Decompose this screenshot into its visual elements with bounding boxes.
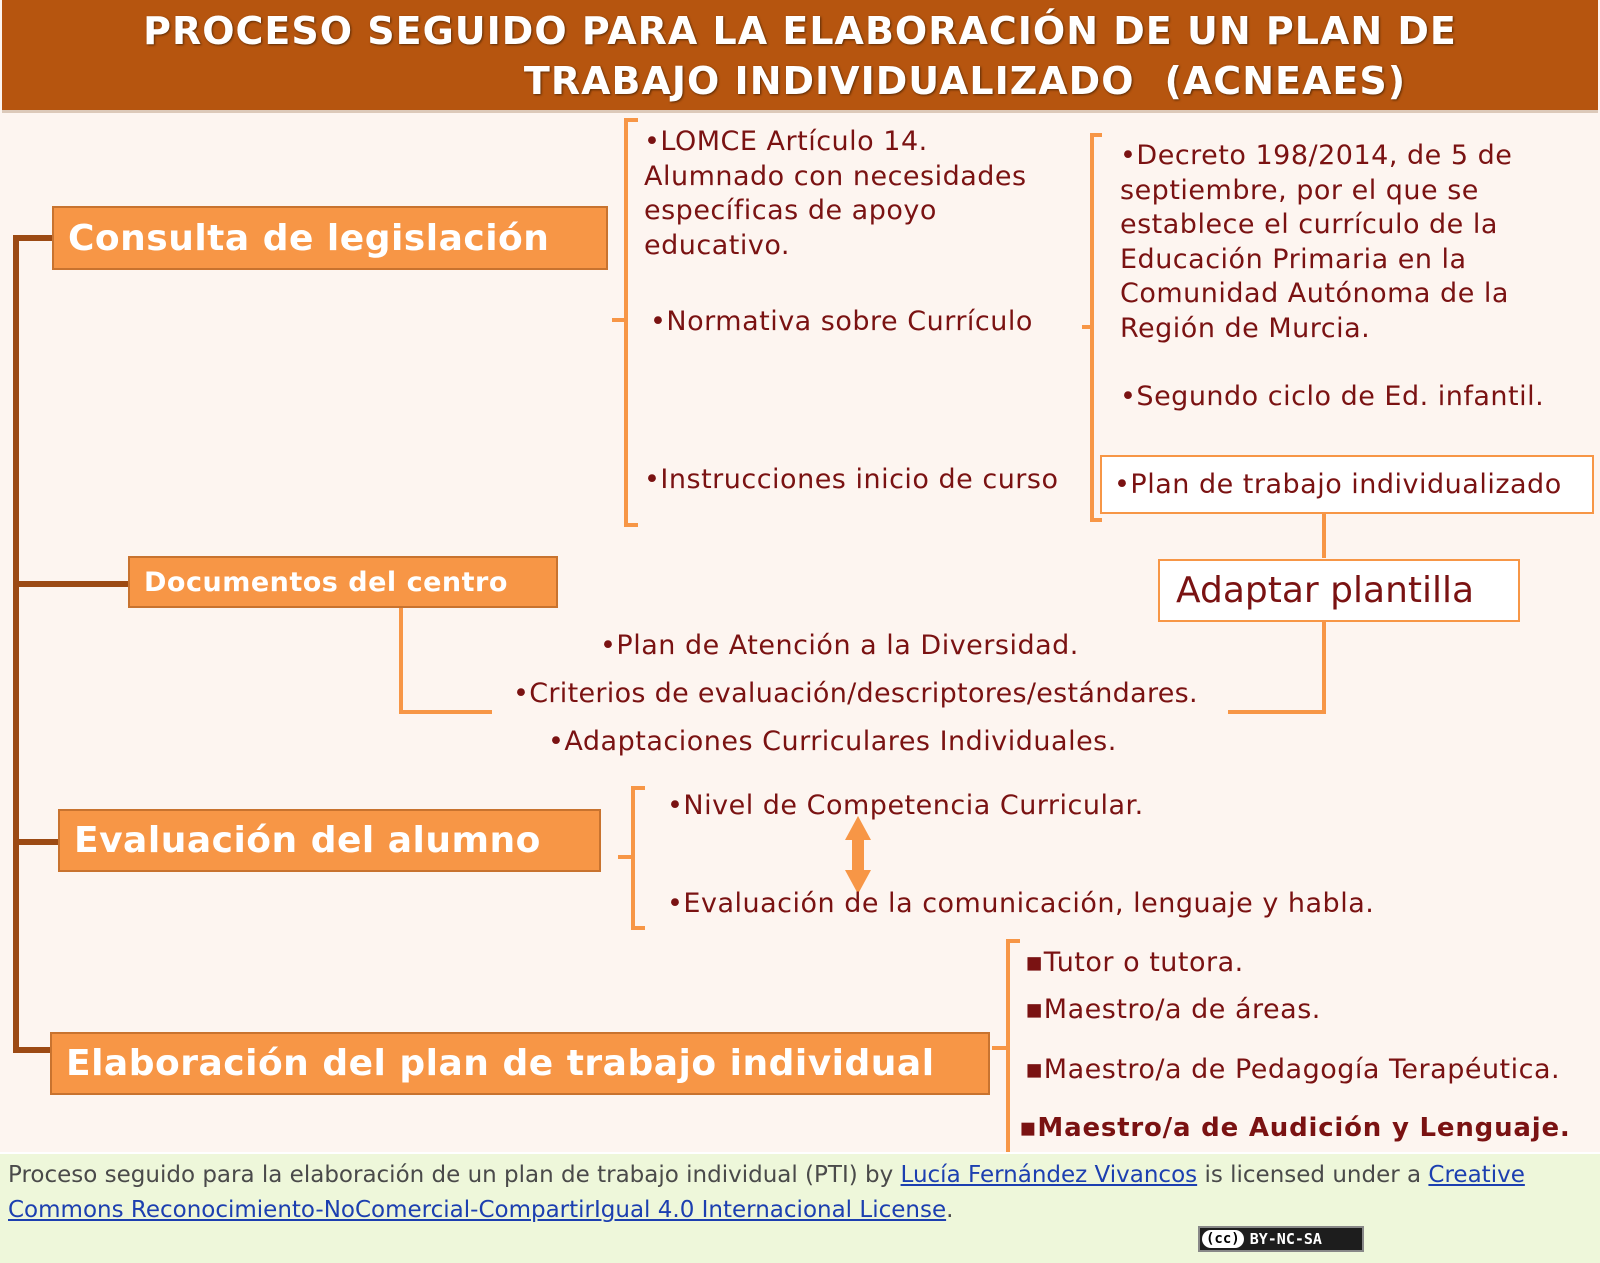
evaluacion-alumno-label: Evaluación del alumno — [74, 820, 541, 861]
cc-badge-text: BY-NC-SA — [1249, 1230, 1322, 1248]
decreto-line-3: establece el currículo de la — [1120, 209, 1498, 240]
elaboracion-item-pt: ▪Maestro/a de Pedagogía Terapéutica. — [1025, 1054, 1561, 1085]
decreto-line-2: septiembre, por el que se — [1120, 174, 1479, 206]
author-link[interactable]: Lucía Fernández Vivancos — [900, 1162, 1198, 1188]
documentos-centro-label: Documentos del centro — [144, 566, 508, 598]
evaluacion-item-comunicacion: •Evaluación de la comunicación, lenguaje y habla. — [667, 888, 1375, 919]
box-plan-trabajo — [1100, 455, 1594, 514]
cc-license-badge[interactable] — [1198, 1226, 1364, 1252]
lomce-line-4: educativo. — [644, 229, 790, 261]
legislacion-item-instrucciones: •Instrucciones inicio de curso — [644, 464, 1059, 495]
bracket-evaluacion — [618, 788, 645, 928]
bracket-elaboracion — [992, 941, 1020, 1155]
consulta-legislacion-label: Consulta de legislación — [68, 217, 550, 259]
cc-icon: (cc) — [1202, 1230, 1244, 1248]
legislacion-item-normativa: •Normativa sobre Currículo — [650, 306, 1033, 337]
elaboracion-item-tutor: ▪Tutor o tutora. — [1025, 947, 1244, 978]
decreto-line-1: •Decreto 198/2014, de 5 de — [1120, 140, 1513, 171]
decreto-line-4: Educación Primaria en la — [1120, 243, 1467, 275]
elaboracion-item-al: ▪Maestro/a de Audición y Lenguaje. — [1019, 1113, 1571, 1143]
adaptar-plantilla-label: Adaptar plantilla — [1176, 570, 1475, 611]
title-line-1: PROCESO SEGUIDO PARA LA ELABORACIÓN DE UN PLAN DE — [143, 9, 1457, 53]
box-evaluacion-alumno — [58, 809, 601, 872]
documentos-item-plan: •Plan de Atención a la Diversidad. — [600, 630, 1079, 661]
box-elaboracion-plan — [50, 1032, 990, 1095]
curriculo-decreto — [1120, 139, 1512, 346]
license-suffix: . — [946, 1197, 954, 1223]
legislacion-item-lomce — [644, 125, 1027, 263]
main-trunk — [16, 238, 52, 1050]
plan-trabajo-label: •Plan de trabajo individualizado — [1114, 469, 1562, 500]
documentos-item-criterios: •Criterios de evaluación/descriptores/estándares. — [513, 678, 1198, 709]
line-adaptar-criterios — [1228, 620, 1324, 712]
lomce-line-1: •LOMCE Artículo 14. — [644, 126, 928, 157]
bracket-curriculo — [1082, 135, 1102, 520]
box-documentos-centro — [128, 556, 558, 608]
decreto-line-5: Comunidad Autónoma de la — [1120, 278, 1509, 309]
box-adaptar-plantilla — [1158, 559, 1520, 622]
lomce-line-2: Alumnado con necesidades — [644, 160, 1027, 192]
box-consulta-legislacion — [52, 206, 608, 270]
double-arrow-icon — [845, 816, 871, 894]
elaboracion-plan-label: Elaboración del plan de trabajo individual — [66, 1043, 935, 1084]
decreto-line-6: Región de Murcia. — [1120, 312, 1371, 344]
lomce-line-3: específicas de apoyo — [644, 195, 937, 226]
title-line-2-suffix: (ACNEAES) — [1164, 59, 1407, 103]
documentos-item-adaptaciones: •Adaptaciones Curriculares Individuales. — [548, 726, 1117, 757]
curriculo-infantil: •Segundo ciclo de Ed. infantil. — [1120, 381, 1545, 412]
license-link[interactable]: Creative Commons Reconocimiento-NoComercial-CompartirIgual 4.0 Internacional License — [8, 1162, 1525, 1223]
line-documentos-criterios — [401, 606, 492, 712]
title-line-2-text: TRABAJO INDIVIDUALIZADO — [523, 59, 1135, 103]
bracket-legislacion — [612, 120, 638, 525]
license-middle: is licensed under a — [1197, 1162, 1429, 1188]
license-text — [8, 1158, 1568, 1228]
license-prefix: Proceso seguido para la elaboración de un plan de trabajo individual (PTI) by — [8, 1162, 901, 1188]
elaboracion-item-areas: ▪Maestro/a de áreas. — [1025, 994, 1321, 1025]
evaluacion-item-competencia: •Nivel de Competencia Curricular. — [667, 790, 1144, 821]
